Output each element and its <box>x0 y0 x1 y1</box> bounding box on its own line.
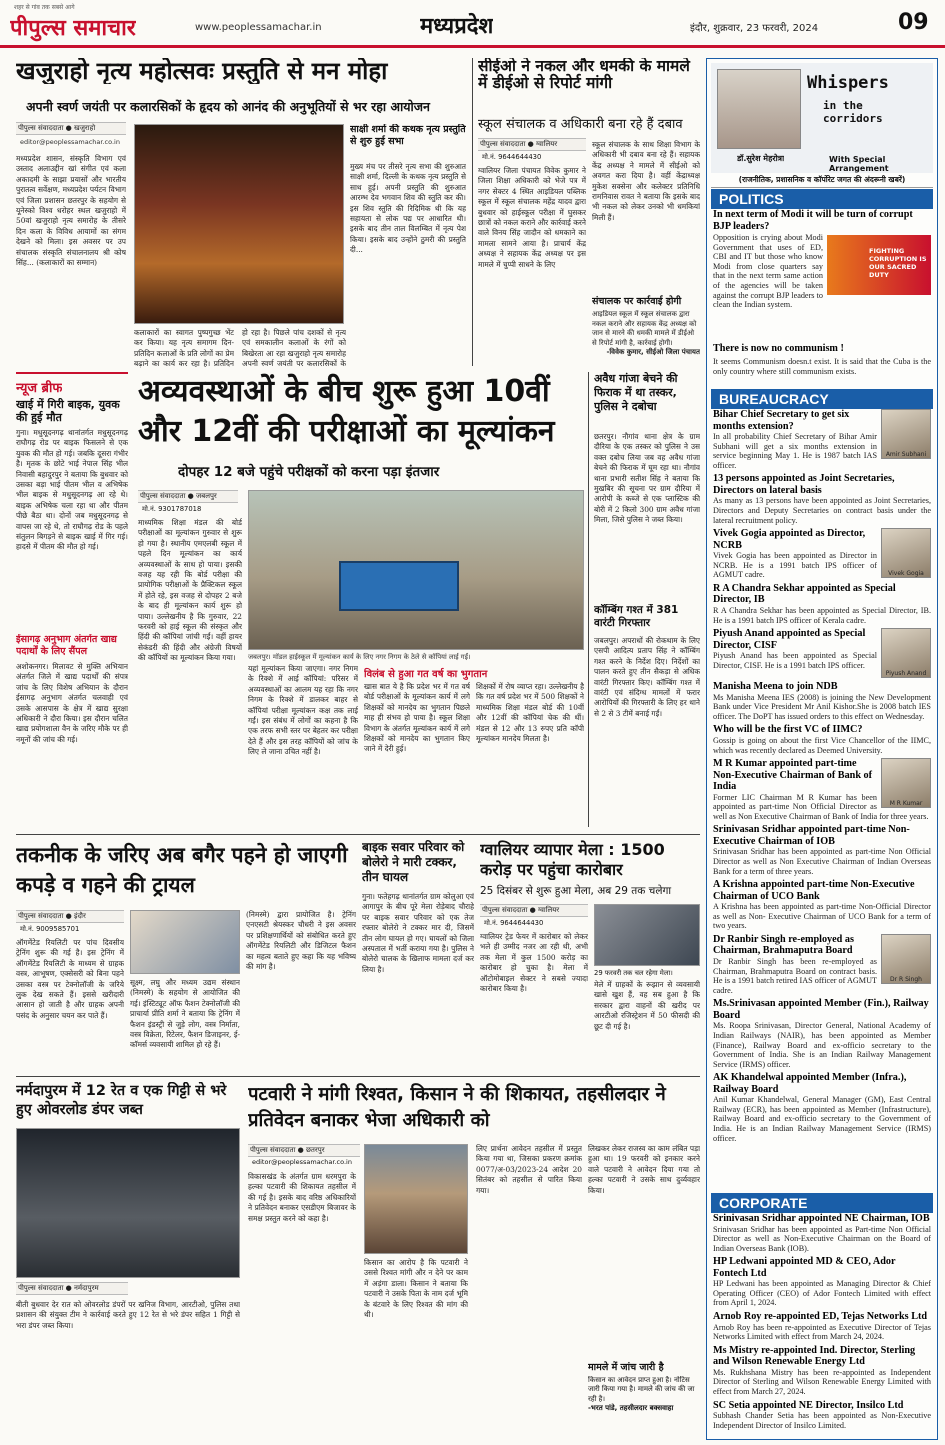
whispers-item <box>713 934 931 995</box>
brief-text-1: गुना। मधुसूदनगढ़ थानांतर्गत मधुसूदनगढ़ राघौगढ़ रोड पर बाइक फिसलने से एक युवक की मौत हो गई। जबकि दूसरा गंभीर है। मृतक के छोटे भाई नेपाल सिंह भील निवासी बहादुरपुर ने बताया कि बुधवार को उसका बड़ा भाई पीतम भील व अभिषेक भील बाइक से मधुसूदनगढ़ आ रहे थे। बाइक अभिषेक चला रहा था और पीतम पीछे बैठा था। दोनों जब मधुसूदनगढ़ से वापस जा रहे थे, तो राघौगढ़ रोड के पहले संतुलन बिगड़ने से बाइक खाई में गिर गई। हादसे में पीतम की मौत हो गई। <box>16 428 128 552</box>
mela-col2: मेले में ग्राहकों के रूझान से व्यवसायी खासे खुश हैं, वह सब हुआ है कि सरकार द्वारा वाहनों की खरीद पर आरटीओ रजिस्ट्रेशन में 50 फीसदी की छूट दी गई है। <box>594 980 700 1031</box>
patwari-byline: पीपुल्स संवाददाता ● छतरपुर <box>248 1144 360 1157</box>
whispers-item-headline: Piyush Anand appointed as Special Director, CISF <box>713 628 866 651</box>
politics-bar: POLITICS <box>711 189 933 209</box>
exam-caption: जबलपुर। मॉडल हाईस्कूल में मूल्यांकन कार्य के लिए नगर निगम के ठेले से कॉपियां लाई गईं। <box>248 653 471 661</box>
politics-poster <box>827 235 931 295</box>
exam-col4: शिक्षकों में रोष व्याप्त रहा। उल्लेखनीय है कि गत वर्ष प्रदेश भर में 500 शिक्षकों ने माध्यमिक शिक्षा मंडल बोर्ड की 10वीं और 12वीं की कॉपियां चेक की थीं। मंडल से 12 और 13 रुपए प्रति कॉपी मूल्यांकन मानदेय मिलता है। <box>476 682 584 744</box>
accident-headline: बाइक सवार परिवार को बोलेरो ने मारी टक्कर, तीन घायल <box>362 840 465 884</box>
patwari-quote <box>588 1376 700 1436</box>
ceo-side-head: संचालक पर कार्रवाई होगी <box>592 296 682 307</box>
politics-head-1: In next term of Modi it will be turn of corrupt BJP leaders? <box>713 209 913 232</box>
whispers-item-text: Ms. Roopa Srinivasan, Director General, National Academy of Indian Railways (NAIR), has been appointed as Member (Finance), Railway Board and ex-officio secretary to the Government of India. She is an Indian Railway Management Service (IRMS) officer. <box>713 1021 931 1069</box>
whispers-item <box>713 879 931 931</box>
khajuraho-headline: खजुराहो नृत्य महोत्सवः प्रस्तुति से मन मोहा <box>16 58 388 85</box>
whispers-item-headline: Arnob Roy re-appointed ED, Tejas Networks Ltd <box>713 1311 928 1323</box>
dumper-story <box>16 1082 240 1438</box>
whispers-item-text: Gossip is going on about the first Vice Chancellor of the IIMC, which was recently declared as Deemed University. <box>713 735 931 755</box>
whispers-item <box>713 583 931 625</box>
ceo-byline: पीपुल्स संवाददाता ● ग्वालियर <box>478 138 586 151</box>
ganja-text: छतरपुर। नौगांव थाना क्षेत्र के ग्राम दौरिया के एक तस्कर को पुलिस ने उस वक्त दबोच लिया जब वह अवैध गांजा बेचने की फिराक में घूम रहा था। नौगांव थाना प्रभारी सतीश सिंह ने बताया कि मुखबिर की सूचना पर ग्राम दौरिया में आरोपी के कब्जे से एक प्लास्टिक की बोरी में 2 किलो 300 ग्राम अवैध गांजा मिला, जिसे पुलिस ने जब्त किया। <box>594 432 700 525</box>
whispers-item-headline: AK Khandelwal appointed Member (Infra.), Railway Board <box>713 1072 907 1095</box>
whispers-item <box>713 1213 931 1253</box>
whispers-item-text: A Krishna has been appointed as part-time Non-Official Director as well as Non- Executive Chairman of UCO Bank for a term of two years. <box>713 902 931 931</box>
khajuraho-byline: पीपुल्स संवाददाता ● खजुराहो <box>16 122 126 135</box>
poster-text: FIGHTING CORRUPTION IS OUR SACRED DUTY <box>869 247 927 279</box>
whispers-item-text: As many as 13 persons have been appointed as Joint Secretaries, Directors and Deputy Secretaries on contract basis under the lateral recruitment policy. <box>713 496 931 525</box>
whispers-item-headline: 13 persons appointed as Joint Secretaries, Directors on lateral basis <box>713 473 895 496</box>
section-title: मध्यप्रदेश <box>420 14 494 39</box>
ceo-subhead: स्कूल संचालक व अधिकारी बना रहे हैं दबाव <box>478 117 683 132</box>
mela-photo <box>594 904 700 966</box>
corporate-list <box>713 1213 931 1437</box>
trial-col3: (निमस्मे) द्वारा प्रायोजित है। ट्रेनिंग एनएसटी श्रेयस्कर चौधरी ने इस अवसर पर प्रशिक्षणार्थियों को संबोधित करते हुए ऑगमेंटेड रियलिटी और डिजिटल फैशन का महत्व बताते हुए कहा कि यह भविष्य की मांग है। <box>246 910 356 972</box>
patwari-side-head: मामले में जांच जारी है <box>588 1362 664 1373</box>
officer-photo <box>881 528 931 578</box>
ganja-story <box>594 372 700 832</box>
accident-story <box>362 840 474 1072</box>
khajuraho-story <box>16 58 466 370</box>
whispers-item <box>713 409 931 470</box>
whispers-item <box>713 1345 931 1397</box>
whispers-item-text: Srinivasan Sridhar has been appointed as part-time Non Official Director as well as Non Executive Chairman of Indian Overseas Bank for a term of three years. <box>713 847 931 876</box>
patwari-col2: किसान का आरोप है कि पटवारी ने उससे रिश्वत मांगी और न देने पर काम में अड़ंगा डाला। किसान ने बताया कि पटवारी ने उसके पिता के नाम दर्ज भूमि के बंटवारे के लिए रिश्वत की मांग की थी। <box>364 1258 468 1320</box>
patwari-quote-by: -भरत पांडे, तहसीलदार बक्सवाहा <box>588 1404 674 1413</box>
whispers-item <box>713 724 931 755</box>
whispers-item-text: Dr Ranbir Singh has been re-employed as Chairman, Brahmaputra Board on contract basis. He is a 1991 batch retired IAS officer of AGMUT cadre. <box>713 956 877 995</box>
column-divider <box>472 58 473 366</box>
whispers-item <box>713 1256 931 1308</box>
whispers-item-headline: Vivek Gogia appointed as Director, NCRB <box>713 528 866 551</box>
mela-caption: 29 फरवरी तक चल रहेगा मेला। <box>594 969 673 977</box>
dumper-photo <box>16 1128 240 1278</box>
ganja-headline: अवैध गांजा बेचने की फिराक में था तस्कर, पुलिस ने दबोचा <box>594 372 678 413</box>
patwari-col4: लिखकर लेकर राजस्व का काम लंबित पड़ा हुआ था। 19 फरवरी को इनकार करने वाले पटवारी ने आवेदन दिया गया तो हल्का पटवारी ने उसके साथ दुर्व्यवहार किया। <box>588 1144 700 1195</box>
whispers-item-headline: A Krishna appointed part-time Non-Executive Chairman of UCO Bank <box>713 879 915 902</box>
exam-byline: पीपुल्स संवाददाता ● जबलपुर <box>138 490 238 503</box>
whispers-item-headline: R A Chandra Sekhar appointed as Special Director, IB <box>713 582 896 606</box>
ceo-headline: सीईओ ने नकल और धमकी के मामले में डीईओ से रिपोर्ट मांगी <box>478 58 690 93</box>
whispers-item-text: R A Chandra Sekhar has been appointed as Special Director, IB. He is a 1991 batch IPS officer of Kerala cadre. <box>713 605 931 625</box>
ceo-phone: मो.नं. 9644644430 <box>482 153 542 161</box>
whispers-title-2: in the corridors <box>823 99 883 125</box>
dumper-text: बीती बुधवार देर रात को ओवरलोड डंपरों पर खनिज विभाग, आरटीओ, पुलिस तथा प्रशासन की संयुक्त टीम ने कार्रवाई करते हुए 12 रेत से भरे डंपर सहित 1 गिट्टी से भरा डंपर जब्त किया। <box>16 1300 240 1330</box>
column-divider <box>588 372 589 827</box>
whispers-item-text: Subhash Chander Setia has been appointed as Non-Executive Independent Director of Insilco Limited. <box>713 1411 931 1430</box>
page-number: 09 <box>898 10 929 35</box>
khajuraho-col2: कलाकारों का स्वागत पुष्पगुच्छ भेंट कर किया। यह नृत्य समागम दिन-प्रतिदिन कलाओं के प्रति लोगों का प्रेम बढ़ाने का कार्य कर रहा है। प्रतिदिन <box>134 328 234 369</box>
whispers-tagline: (राजनीतिक, प्रशासनिक व कॉर्पोरेट जगत की अंदरूनी खबरें) <box>711 175 933 188</box>
politics-text-2: It seems Communism doesn.t exist. It is said that the Cuba is the only country where still communism exists. <box>713 357 931 376</box>
whispers-item-headline: Dr Ranbir Singh re-employed as Chairman, Brahmaputra Board <box>713 933 854 957</box>
bureaucracy-bar: BUREAUCRACY <box>711 389 933 409</box>
brief-head-1: खाई में गिरी बाइक, युवक की हुई मौत <box>16 398 120 424</box>
ceo-col1: ग्वालियर जिला पंचायत विवेक कुमार ने जिला शिक्षा अधिकारी को भेजे पत्र में नगर सेक्टर 4 स्थित आइडियल पब्लिक स्कूल में स्कूल संचालक महेंद्र यादव द्वारा बुधवार को हाईस्कूल परीक्षा में घुसकर छात्रों को नकल कराने और कार्रवाई करने वाले विनय सिंह जादौन को धमकाने का मामला सामने आया है। प्राचार्य केंद्र अध्यक्ष ने सहायक केंद्र अध्यक्ष पर इस मामले में चुप्पी साधने के लिए <box>478 166 586 269</box>
patwari-quote-text: किसान का आवेदन प्राप्त हुआ है। नोटिस जारी किया गया है। मामले की जांच की जा रही है। <box>588 1376 695 1403</box>
whispers-item-text: In all probability Chief Secretary of Bihar Amir Subhani will get a six months extension in service beginning May 1. He is 1987 batch IAS officer. <box>713 432 877 470</box>
officer-photo-caption: Piyush Anand <box>885 670 927 678</box>
exam-col3: खास बात ये है कि प्रदेश भर में गत वर्ष बोर्ड परीक्षाओं के मूल्यांकन कार्य में लगे शिक्षकों को मानदेय का भुगतान पिछले माह ही संभव हो पाया है। स्कूल शिक्षा विभाग के अंतर्गत मूल्यांकन कार्य में लगे शिक्षकों को मानदेय का भुगतान किए जाने में देरी हुई। <box>364 682 470 754</box>
paper-tagline: शहर से गांव तक सबसे आगे <box>14 4 75 11</box>
dumper-headline: नर्मदापुरम में 12 रेत व एक गिट्टी से भरे हुए ओवरलोड डंपर जब्त <box>16 1083 227 1118</box>
dance-photo <box>134 124 344 324</box>
paper-name: पीपुल्स समाचार <box>10 16 136 41</box>
whispers-item-text: Former LIC Chairman M R Kumar has been appointed as part-time Non Official Director as well as Non Executive Chairman of Bank of India for three years. <box>713 792 929 821</box>
mela-subhead: 25 दिसंबर से शुरू हुआ मेला, अब 29 तक चलेगा <box>480 885 672 897</box>
khajuraho-subhead: अपनी स्वर्ण जयंती पर कलारसिकों के हृदय को आनंद की अनुभूतियों से भर रहा आयोजन <box>26 99 430 114</box>
officer-photo-caption: M R Kumar <box>889 800 923 808</box>
dumper-byline: पीपुल्स संवाददाता ● नर्मदापुरम <box>16 1282 128 1295</box>
whispers-item-headline: Srinivasan Sridhar appointed part-time Non-Executive Chairman of IOB <box>713 824 910 847</box>
whispers-item-headline: SC Setia appointed NE Director, Insilco Ltd <box>713 1399 904 1411</box>
author-photo <box>717 69 801 149</box>
trial-headline: तकनीक के जरिए अब बगैर पहने हो जाएगी कपड़े व गहने की ट्रायल <box>16 843 348 897</box>
brief-text-2: अशोकनगर। मिलावट से मुक्ति अभियान अंतर्गत जिले में खाद्य पदार्थों की संपत्र जांच के लिए विशेष अभियान के दौरान ईसागढ़ अनुभाग अंतर्गत चलवाही एवं उसके आसपास के क्षेत्र में खाद्य सुरक्षा अधिकारी ने दौरा किया। इस दौरान चलित खाद्य प्रयोगशाला वैन के जरिए मौके पर ही नमूनों की जांच की गई। <box>16 662 128 744</box>
whispers-item-headline: HP Ledwani appointed MD & CEO, Ador Fontech Ltd <box>713 1256 896 1279</box>
trial-story <box>16 840 356 1072</box>
bureaucracy-list <box>713 409 931 1191</box>
khajuraho-side-head: साक्षी शर्मा की कथक नृत्य प्रस्तुति से शुरु हुई सभा <box>350 124 466 147</box>
whispers-header <box>711 63 933 173</box>
whispers-item <box>713 681 931 721</box>
politics-head-2: There is now no communism ! <box>713 343 844 354</box>
accident-text: गुना। फतेहगढ़ थानांतर्गत ग्राम कोलुआ एवं आगापुर के बीच पूरे मेला रोड़ेबाद चौराहे पर बाइक सवार परिवार को एक तेज रफ्तार बोलेरो ने टक्कर मार दी, जिसमें तीन लोग घायल हो गए। घायलों को जिला अस्पताल में भर्ती कराया गया है। पुलिस ने बोलेरो चालक के खिलाफ मामला दर्ज कर लिया है। <box>362 892 474 974</box>
whispers-item <box>713 1072 931 1143</box>
khajuraho-col4: मुख्य मंच पर तीसरे नृत्य सभा की शुरुआत साक्षी शर्मा, दिल्ली के कथक नृत्य प्रस्तुति से साथ हुई। अपनी प्रस्तुति की शुरुआत आरम्भ देव भगवान शिव की स्तुति कर की। इस शिव स्तुति की रिदिमिक थी कि यह सहायता से लोक पद्य पर आधारित थी। इसके बाद तीन ताल विलम्बित में नृत्य पेश किया। इसके बाद उन्होंने ठुमरी की प्रस्तुति दी... <box>350 162 466 255</box>
whispers-item <box>713 824 931 876</box>
whispers-item-text: Ms. Rukhshana Mistry has been re-appointed as Independent Director of Sterling and Wilson Renewable Energy Limited with effect from March 27, 2024. <box>713 1367 931 1396</box>
ceo-report-story <box>478 58 700 370</box>
ceo-quote-by: -विवेक कुमार, सीईओ जिला पंचायत <box>606 348 700 356</box>
ceo-quote <box>592 310 700 370</box>
exam-headline: अव्यवस्थाओं के बीच शुरू हुआ 10वीं और 12वीं की परीक्षाओं का मूल्यांकन <box>138 374 555 449</box>
whispers-item-text: Anil Kumar Khandelwal, General Manager (GM), East Central Railway (ECR), has been appointed as Member (Infrastructure), Railway Board and ex-officio secretary to the Government of India. He is an Indian Railway Management Service (IRMS) officer. <box>713 1095 931 1143</box>
patwari-story <box>248 1082 700 1438</box>
whispers-item-headline: Who will be the first VC of IIMC? <box>713 724 863 736</box>
news-brief-label: न्यूज ब्रीफ <box>16 381 63 396</box>
whispers-item <box>713 1311 931 1342</box>
exam-phone: मो.नं. 9301787018 <box>142 505 202 513</box>
mela-phone: मो.नं. 9644644430 <box>484 919 544 927</box>
politics-text-1: Opposition is crying about Modi Government that uses of ED, CBI and IT but those who know Modi from close quarters say that in the next term same action of the agencies will be taken against the corrupt BJP leaders to clean the Indian system. <box>713 233 823 310</box>
trial-col2: सूक्ष्म, लघु और मध्यम उद्यम संस्थान (निमस्मे) के सहयोग से आयोजित की गई। इंस्टिट्यूट ऑफ फैशन टेक्नोलॉजी की प्राचार्या प्रीति शर्मा ने बताया कि ट्रेनिंग में फैशन इंडस्ट्री से जुड़े लोग, वस्त्र निर्माता, वस्त्र विक्रेता, रिटेलर, फैशन डिजाइनर, ई-कॉमर्स व्यवसायी शामिल हो रहे हैं। <box>130 978 240 1050</box>
whispers-item-text: Srinivasan Sridhar has been appointed as Part-time Non Official Director as well as Non-Executive Chairman on the Board of Indian Overseas Bank (IOB). <box>713 1224 931 1253</box>
ceo-col2: स्कूल संचालक के साथ शिक्षा विभाग के अधिकारी भी दबाव बना रहे हैं। सहायक केंद्र अध्यक्ष ने मामले में सीईओ को अवगत करा दिया है। वहीं केंद्राध्यक्ष मुकेश सक्सेना और कलेक्टर प्रतिनिधि रामनिवास रावत ने बताया कि इसके बाद भी नकल को लेकर उनको भी धमकियां मिली हैं। <box>592 140 700 222</box>
mela-story <box>480 840 700 1072</box>
officer-photo <box>881 628 931 678</box>
patwari-email: editor@peoplessamachar.co.in <box>252 1158 352 1166</box>
mela-byline: पीपुल्स संवाददाता ● ग्वालियर <box>480 904 588 917</box>
whispers-item-text: Vivek Gogia has been appointed as Director in NCRB. He is a 1991 batch IPS officer of AGMUT cadre. <box>713 551 877 580</box>
exam-subhead: दोपहर 12 बजे पहुंचे परीक्षकों को करना पड़ा इंतजार <box>178 464 440 480</box>
exam-col1: माध्यमिक शिक्षा मंडल की बोर्ड परीक्षाओं का मूल्यांकन गुरुवार से शुरू हो गया है। स्थानीय एमएलबी स्कूल में पहले दिन मूल्यांकन का कार्य अव्यवस्थाओं के साथ हो पाया। इसकी वजह यह रही कि बोर्ड परीक्षा की प्रायोगिक परीक्षाओं के प्रैक्टिकल स्कूल में होते रहे, इस वजह से दोपहर 2 बजे के बाद ही मूल्यांकन कार्य शुरू हो पाया। उल्लेखनीय है कि गुरुवार, 22 फरवरी को हाई स्कूल की संस्कृत और हिंदी की कॉपियां जांची गईं। वहीं हायर सेकंडरी की हिंदी और अंग्रेजी विषयों की कॉपियों का मूल्यांकन किया गया। <box>138 518 242 663</box>
whispers-author: डॉ.सुरेश मेहरोत्रा <box>737 154 785 163</box>
exam-col2: यहां मूल्यांकन किया जाएगा। नगर निगम के रिक्शे में आई कॉपियां: परिसर में अव्यवस्थाओं का आलम यह रहा कि नगर निगम के रिक्शे में डालकर बाहर से कॉपियां परीक्षा मूल्यांकन कक्ष तक लाई गईं। इस संबंध में लोगों का कहना है कि एक तरफ सभी स्तर पर बेहतर कर परीक्षा देते हैं और इस तरह कॉपियों को जांच के लिए ले जाना उचित नहीं है। <box>248 664 358 757</box>
khajuraho-col3: हो रहा है। पिछले पांच दशकों से नृत्य एवं समकालीन कलाओं के रंगों को बिखेरता आ रहा खजुराहो नृत्य समारोह अपनी स्वर्ण जयंती पर कलारसिकों के <box>242 328 346 369</box>
whispers-arrangement: With Special Arrangement <box>829 155 889 173</box>
whispers-item-headline: Manisha Meena to join NDB <box>713 681 838 693</box>
combing-headline: कॉम्बिंग गश्त में 381 वारंटी गिरफ्तार <box>594 604 679 629</box>
whispers-item <box>713 628 931 678</box>
whispers-item <box>713 998 931 1069</box>
officer-photo-caption: Amir Subhani <box>885 451 927 458</box>
brief-head-2: ईसागढ़ अनुभाग अंतर्गत खाद्य पदार्थों के लिए सैंपल <box>16 634 117 657</box>
mela-col1: ग्वालियर ट्रेड फेयर में कारोबार को लेकर भले ही उम्मीद नजर आ रही थी, अभी तक मेला में कुल 1500 करोड़ का कारोबार हो चुका है। मेला में ऑटोमोबाइल सेक्टर ने सबसे ज्यादा कारोबार किया है। <box>480 932 588 994</box>
website-link[interactable]: www.peoplessamachar.in <box>195 22 322 33</box>
horizontal-divider <box>16 834 700 835</box>
combing-text: जबलपुर। अपराधों की रोकथाम के लिए एसपी आदित्य प्रताप सिंह ने कॉम्बिंग गश्त करने के निर्देश दिए। निर्देशों का पालन करते हुए तीन सैकड़ा से अधिक वारंटी गिरफ्तार किए। कॉम्बिंग गश्त में वारंटी एवं संदिग्ध मामलों में फरार आरोपियों की गिरफ्तारी के लिए हर थाने से 2 से 3 टीमें बनाई गईं। <box>594 636 700 718</box>
whispers-item-headline: Ms Mistry re-appointed Ind. Director, Sterling and Wilson Renewable Energy Ltd <box>713 1344 916 1368</box>
mela-headline: ग्वालियर व्यापार मेला : 1500 करोड़ पर पहुंचा कारोबार <box>480 840 665 879</box>
khajuraho-email: editor@peoplessamachar.co.in <box>20 138 120 146</box>
whispers-item-text: Piyush Anand has been appointed as Special Director, CISF. He is a 1991 batch IPS officer. <box>713 651 877 670</box>
dateline: इंदौर, शुक्रवार, 23 फरवरी, 2024 <box>690 23 819 34</box>
officer-photo <box>881 758 931 808</box>
officer-photo <box>881 409 931 459</box>
exam-story <box>138 372 584 832</box>
corporate-bar: CORPORATE <box>711 1193 933 1213</box>
whispers-sidebar <box>706 58 938 1440</box>
khajuraho-col1: मध्यप्रदेश शासन, संस्कृति विभाग एवं उस्ताद अलाउद्दीन खां संगीत एवं कला अकादमी के साझा प्रयासों और भारतीय पुरातत्व सर्वेक्षण, मध्यप्रदेश पर्यटन विभाग एवं जिला प्रशासन छतरपुर के सहयोग से यूनेस्को विश्व धरोहर स्थल खजुराहो में 50वां खजुराहो नृत्य समारोह के तीसरे दिन कला के विविध आयामों का संगम देखने को मिला। इस अवसर पर उप संचालक संस्कृति संचालनालय श्री कोष सिंह... (कलाकारों का सम्मान) <box>16 154 126 268</box>
whispers-item-text: HP Ledwani has been appointed as Managing Director & Chief Operating Officer (CEO) of Ador Fontech Limited with effect from April 1, 2024. <box>713 1279 931 1308</box>
patwari-col3: लिए प्रार्थना आवेदन तहसील में प्रस्तुत किया गया था, जिसका प्रकरण क्रमांक 0077/अ-03/2023-24 आदेश 20 सितंबर को तहसील से पारित किया गया। <box>476 1144 582 1195</box>
whispers-item <box>713 758 931 821</box>
officer-photo-caption: Dr R Singh <box>890 975 922 983</box>
exam-photo <box>248 490 584 650</box>
patwari-photo <box>364 1144 468 1254</box>
officer-photo <box>881 934 931 984</box>
whispers-item <box>713 1400 931 1431</box>
whispers-item-text: Arnob Roy has been re-appointed as Executive Director of Tejas Networks Limited with effect from March 24, 2024. <box>713 1322 931 1342</box>
patwari-headline: पटवारी ने मांगी रिश्वत, किसान ने की शिकायत, तहसीलदार ने प्रतिवेदन बनाकर भेजा अधिकारी को <box>248 1084 666 1131</box>
patwari-col1: विकासखंड के अंतर्गत ग्राम धरमपुरा के हल्का पटवारी की शिकायत तहसील में की गई है। इसके बाद वरिष्ठ अधिकारियों ने प्रतिवेदन बनाकर एसडीएम बिजावर के समक्ष प्रस्तुत करने को कहा है। <box>248 1172 356 1223</box>
whispers-item-text: Ms Manisha Meena IES (2008) is joining the New Development Bank under Vice President Mr Anil Kishor.She is 2008 batch IES officer. The DoPT has issued orders to this effect on Wednesday. <box>713 692 931 721</box>
officer-photo-caption: Vivek Gogia <box>888 570 924 578</box>
trial-phone: मो.नं. 9009585701 <box>20 925 80 933</box>
whispers-item-headline: Srinivasan Sridhar appointed NE Chairman, IOB <box>713 1213 930 1224</box>
exam-subhead2: विलंब से हुआ गत वर्ष का भुगतान <box>364 669 488 680</box>
whispers-item-headline: Bihar Chief Secretary to get six months extension? <box>713 409 850 432</box>
trial-photo <box>130 910 240 974</box>
whispers-item <box>713 473 931 525</box>
cart-graphic <box>339 561 459 611</box>
trial-col1: ऑगमेंटेड रियलिटी पर पांच दिवसीय ट्रेनिंग शुरू की गई है। इस ट्रेनिंग में ऑगमेंटेड रियलिटी के माध्यम से ग्राहक वस्त्र, आभूषण, एक्सेसरी को बिना पहने उसका वस्त्र पर टेक्नोलॉजी के जरिये लुक देख सकते हैं। इससे खरीदारी आसान हो जाती है और ग्राहक अपनी पसंद के अनुसार चयन कर पाते हैं। <box>16 938 124 1020</box>
whispers-title-1: Whispers <box>807 73 889 93</box>
trial-byline: पीपुल्स संवाददाता ● इंदौर <box>16 910 124 923</box>
whispers-item-headline: Ms.Srinivasan appointed Member (Fin.), Railway Board <box>713 998 929 1021</box>
news-brief <box>16 372 128 832</box>
ceo-quote-text: आइडियल स्कूल में स्कूल संचालक द्वारा नकल कराने और सहायक केंद्र अध्यक्ष को जान से मारने की धमकी मामले में डीईओ से रिपोर्ट मांगी है, कार्रवाई होगी। <box>592 310 697 347</box>
whispers-item-headline: M R Kumar appointed part-time Non-Executive Chairman of Bank of India <box>713 758 873 793</box>
masthead <box>0 0 945 48</box>
horizontal-divider <box>16 1076 700 1077</box>
whispers-item <box>713 528 931 580</box>
